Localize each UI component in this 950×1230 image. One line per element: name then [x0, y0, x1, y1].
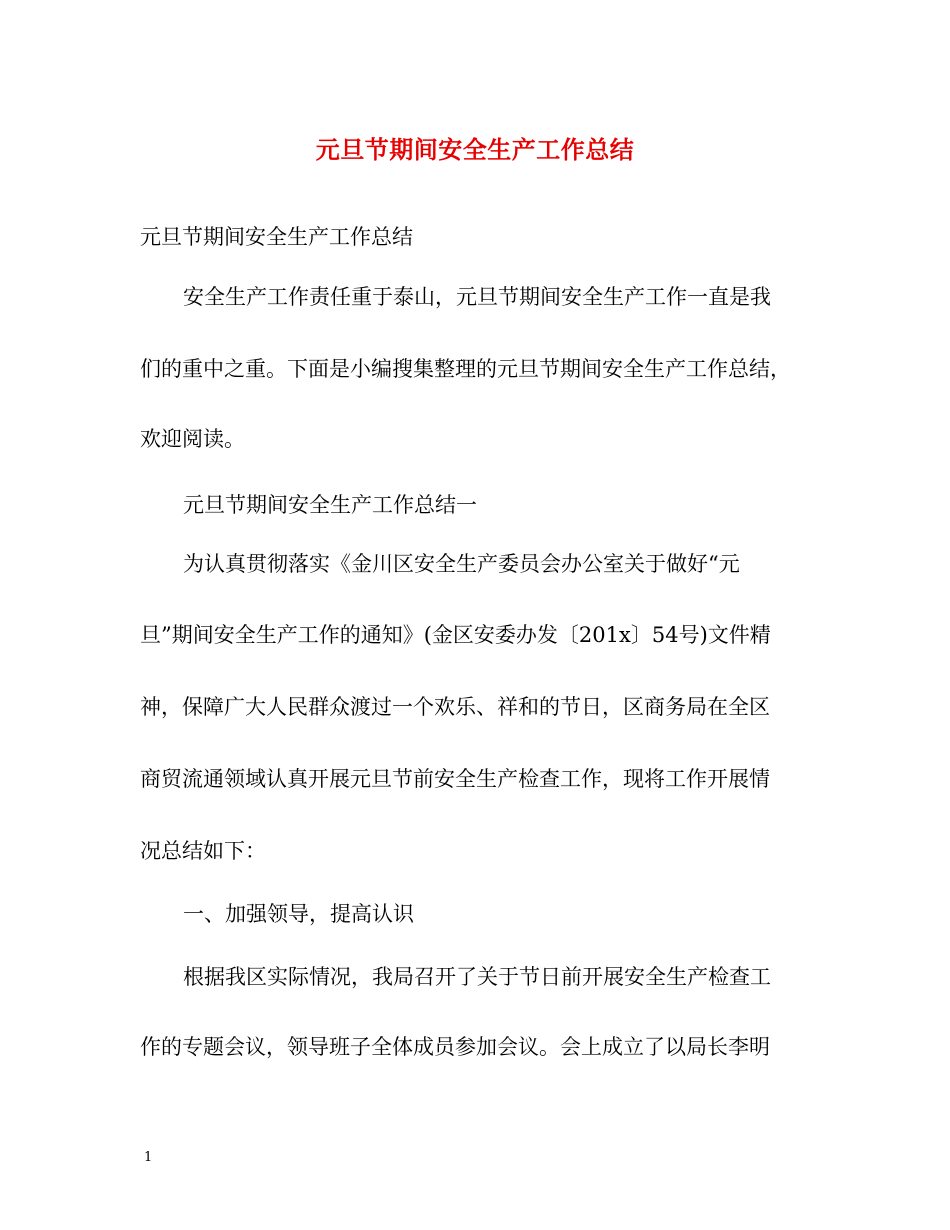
paragraph-line: 欢迎阅读。 — [140, 427, 245, 451]
paragraph-line: 旦”期间安全生产工作的通知》(金区安委办发〔201x〕54号)文件精 — [140, 623, 771, 647]
paragraph-line: 况总结如下： — [140, 839, 266, 863]
paragraph-line: 商贸流通领域认真开展元旦节前安全生产检查工作，现将工作开展情 — [140, 767, 770, 791]
document-title: 元旦节期间安全生产工作总结 — [315, 135, 635, 164]
paragraph-line: 神，保障广大人民群众渡过一个欢乐、祥和的节日，区商务局在全区 — [140, 695, 770, 719]
paragraph-line: 根据我区实际情况，我局召开了关于节日前开展安全生产检查工 — [183, 965, 771, 989]
page-number: 1 — [144, 1150, 153, 1165]
section-heading-line: 一、加强领导，提高认识 — [183, 902, 414, 926]
paragraph-line: 安全生产工作责任重于泰山，元旦节期间安全生产工作一直是我 — [183, 285, 771, 309]
paragraph-line: 作的专题会议，领导班子全体成员参加会议。会上成立了以局长李明 — [140, 1035, 770, 1059]
paragraph-line: 为认真贯彻落实《金川区安全生产委员会办公室关于做好“元 — [183, 552, 740, 576]
section-heading-line: 元旦节期间安全生产工作总结一 — [183, 493, 477, 517]
paragraph-line: 们的重中之重。下面是小编搜集整理的元旦节期间安全生产工作总结， — [140, 357, 791, 381]
document-subtitle-line: 元旦节期间安全生产工作总结 — [140, 225, 413, 249]
